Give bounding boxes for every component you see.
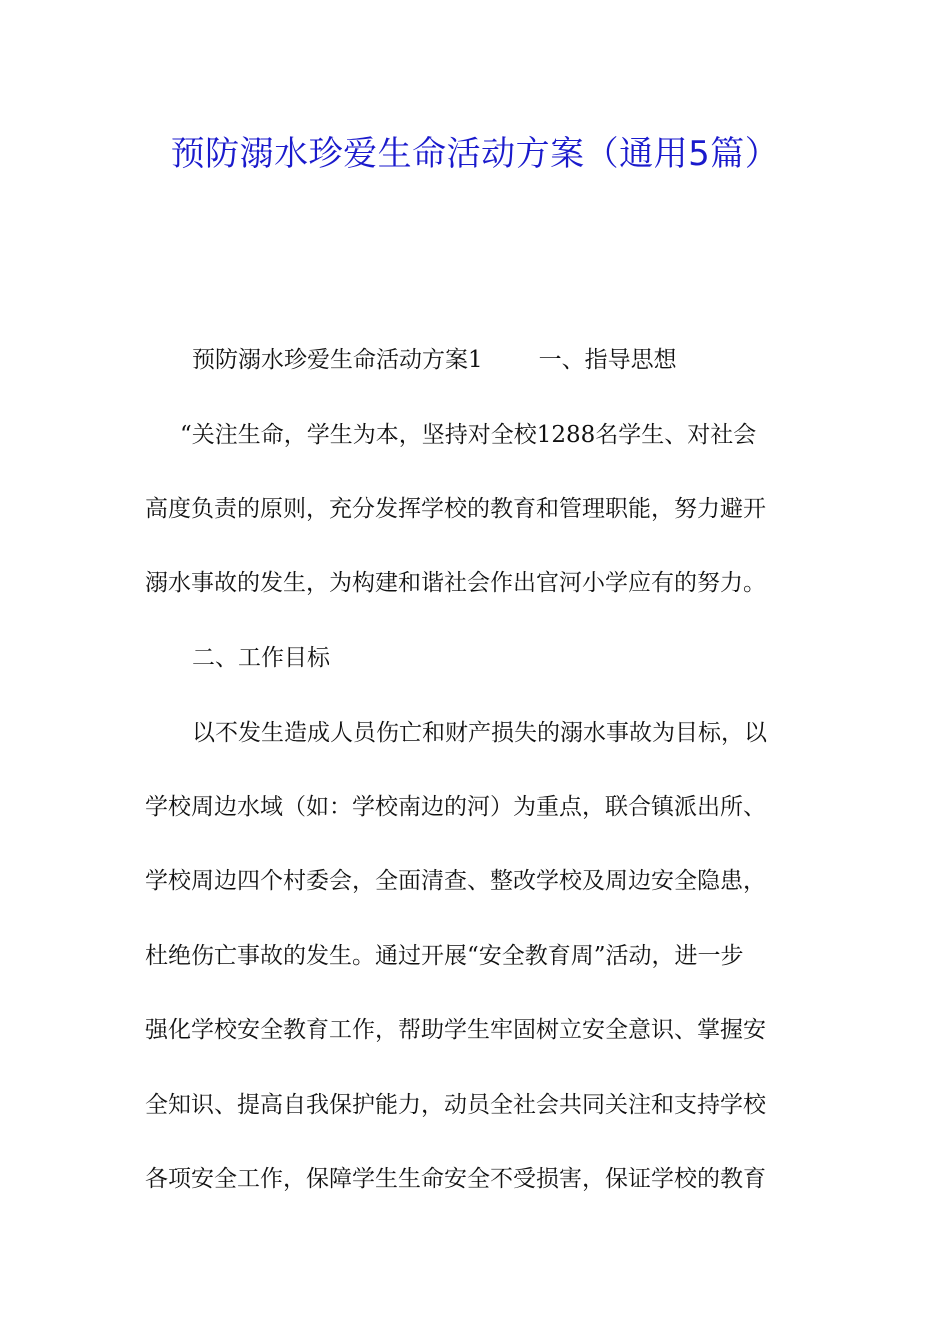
paragraph-line: 以不发生造成人员伤亡和财产损失的溺水事故为目标，以 (192, 720, 767, 746)
paragraph-line: 高度负责的原则，充分发挥学校的教育和管理职能，努力避开 (145, 496, 766, 522)
section-heading-line (192, 342, 857, 378)
section-heading-work-goals: 二、工作目标 (192, 645, 330, 671)
paragraph-line: 全知识、提高自我保护能力，动员全社会共同关注和支持学校 (145, 1092, 766, 1118)
paragraph-line: 杜绝伤亡事故的发生。通过开展“安全教育周”活动，进一步 (145, 943, 744, 969)
paragraph-line: 溺水事故的发生，为构建和谐社会作出官河小学应有的努力。 (145, 570, 766, 596)
plan-heading: 预防溺水珍爱生命活动方案1 (192, 347, 483, 373)
paragraph-line: 学校周边水域（如：学校南边的河）为重点，联合镇派出所、 (145, 794, 766, 820)
paragraph-line: “关注生命，学生为本，坚持对全校1288名学生、对社会 (180, 422, 757, 448)
paragraph-line: 各项安全工作，保障学生生命安全不受损害，保证学校的教育 (145, 1166, 766, 1192)
section-heading-guiding-thought: 一、指导思想 (538, 347, 677, 373)
page-title: 预防溺水珍爱生命活动方案（通用5篇） (170, 134, 780, 174)
paragraph-line: 强化学校安全教育工作，帮助学生牢固树立安全意识、掌握安 (145, 1017, 766, 1043)
paragraph-line: 学校周边四个村委会，全面清查、整改学校及周边安全隐患， (145, 868, 766, 894)
